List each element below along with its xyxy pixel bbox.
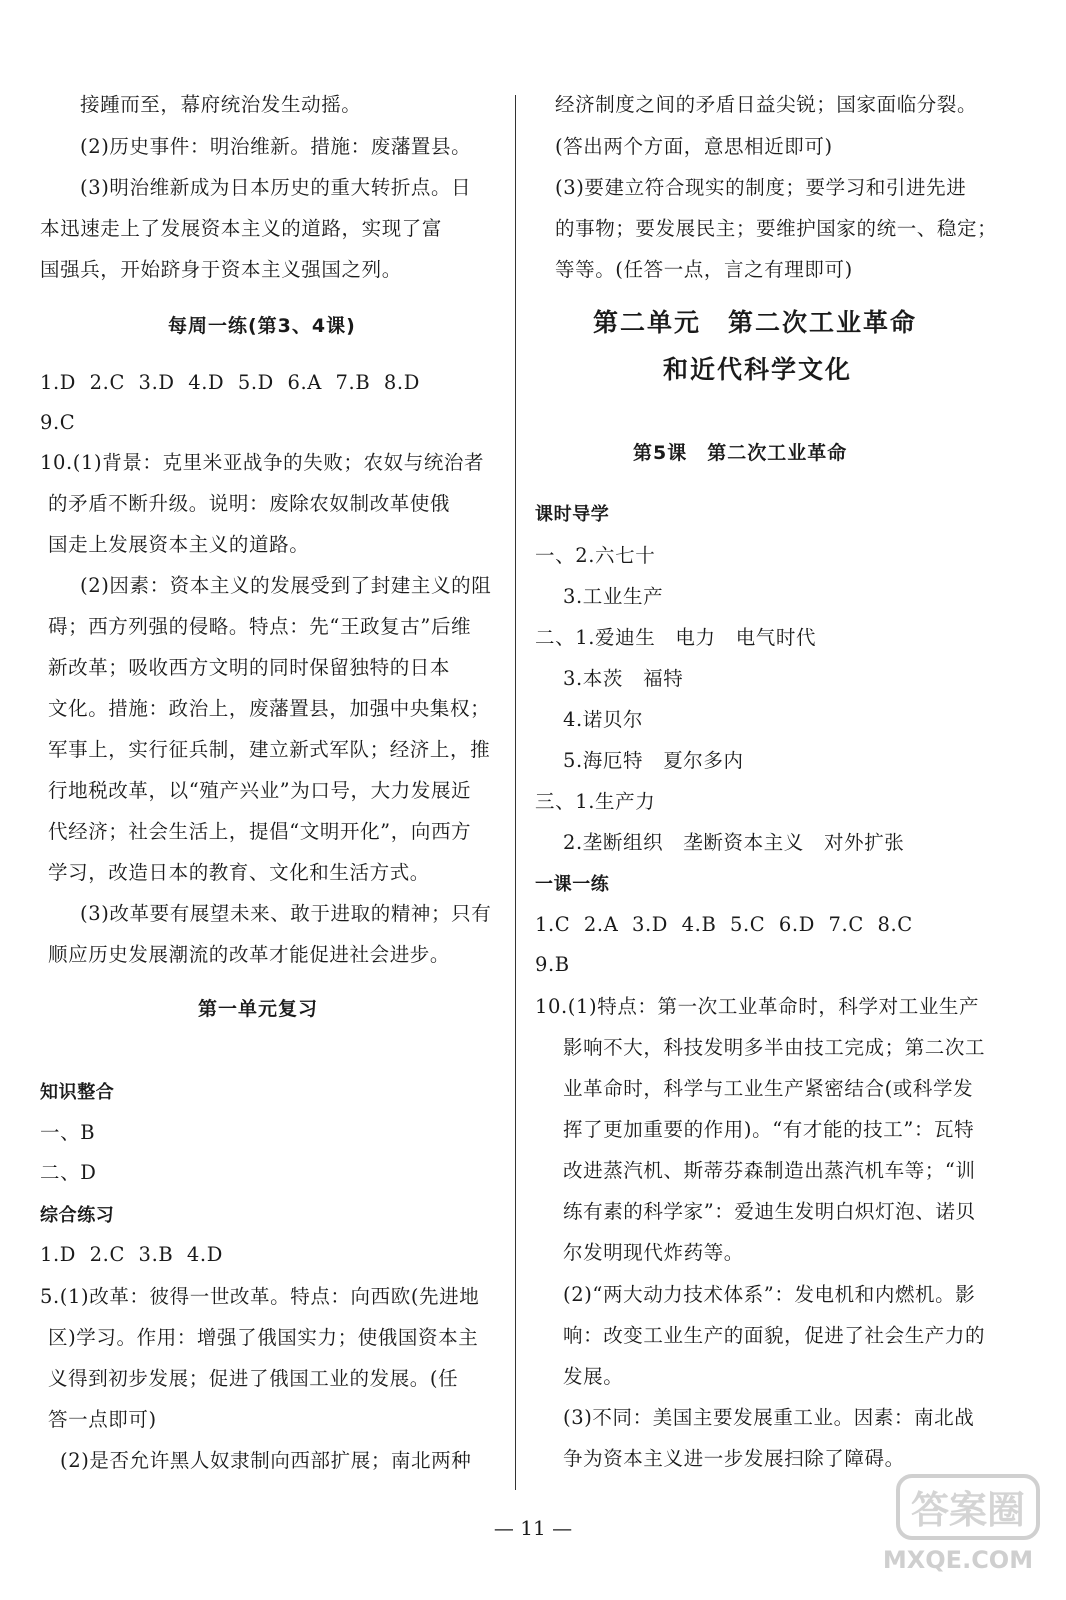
text-line: 影响不大，科技发明多半由技工完成；第二次工 bbox=[563, 1036, 986, 1059]
unit-review-title: 第一单元复习 bbox=[198, 998, 319, 1020]
text-line: 接踵而至，幕府统治发生动摇。 bbox=[80, 93, 362, 116]
guide-item: 三、1.生产力 bbox=[535, 790, 656, 813]
text-line: 新改革；吸收西方文明的同时保留独特的日本 bbox=[48, 656, 451, 679]
guide-item: 一、2.六七十 bbox=[535, 544, 656, 567]
watermark-logo bbox=[858, 1468, 1048, 1578]
text-line: 等等。(任答一点，言之有理即可) bbox=[555, 258, 853, 281]
text-line: 代经济；社会生活上，提倡“文明开化”，向西方 bbox=[48, 820, 472, 843]
answer-row: 1.D 2.C 3.D 4.D 5.D 6.A 7.B 8.D bbox=[40, 371, 420, 394]
text-line: 学习，改造日本的教育、文化和生活方式。 bbox=[48, 861, 430, 884]
guide-item: 3.工业生产 bbox=[563, 585, 664, 608]
text-line: 义得到初步发展；促进了俄国工业的发展。(任 bbox=[48, 1367, 459, 1390]
answer-row: 9.C bbox=[40, 411, 76, 434]
text-line: 10.(1)特点：第一次工业革命时，科学对工业生产 bbox=[535, 995, 980, 1018]
text-line: 10.(1)背景：克里米亚战争的失败；农奴与统治者 bbox=[40, 451, 485, 474]
text-line: 业革命时，科学与工业生产紧密结合(或科学发 bbox=[563, 1077, 974, 1100]
text-line: 国走上发展资本主义的道路。 bbox=[48, 533, 310, 556]
guide-item: 4.诺贝尔 bbox=[563, 708, 644, 731]
answer-row: 1.D 2.C 3.B 4.D bbox=[40, 1243, 223, 1266]
text-line: 经济制度之间的矛盾日益尖锐；国家面临分裂。 bbox=[555, 93, 978, 116]
text-line: (2)因素：资本主义的发展受到了封建主义的阻 bbox=[80, 574, 492, 597]
guide-item: 二、1.爱迪生 电力 电气时代 bbox=[535, 626, 817, 649]
text-line: (2)“两大动力技术体系”：发电机和内燃机。影 bbox=[563, 1283, 976, 1306]
answer-row: 二、D bbox=[40, 1161, 97, 1184]
text-line: 尔发明现代炸药等。 bbox=[563, 1241, 744, 1264]
text-line: (2)是否允许黑人奴隶制向西部扩展；南北两种 bbox=[60, 1449, 472, 1472]
section-label: 知识整合 bbox=[40, 1082, 115, 1103]
text-line: (3)要建立符合现实的制度；要学习和引进先进 bbox=[555, 176, 967, 199]
svg-text:答案圈: 答案圈 bbox=[910, 1488, 1026, 1532]
guide-item: 3.本茨 福特 bbox=[563, 667, 684, 690]
section-label: 课时导学 bbox=[535, 504, 610, 525]
text-line: 练有素的科学家”：爱迪生发明白炽灯泡、诺贝 bbox=[563, 1200, 976, 1223]
text-line: 区)学习。作用：增强了俄国实力；使俄国资本主 bbox=[48, 1326, 479, 1349]
text-line: 碍；西方列强的侵略。特点：先“王政复古”后维 bbox=[48, 615, 472, 638]
answer-row: 一、B bbox=[40, 1121, 96, 1144]
unit-subtitle: 和近代科学文化 bbox=[663, 355, 853, 384]
text-line: 的矛盾不断升级。说明：废除农奴制改革使俄 bbox=[48, 492, 451, 515]
text-line: 的事物；要发展民主；要维护国家的统一、稳定； bbox=[555, 217, 998, 240]
text-line: 挥了更加重要的作用)。“有才能的技工”：瓦特 bbox=[563, 1118, 975, 1141]
answer-row: 1.C 2.A 3.D 4.B 5.C 6.D 7.C 8.C bbox=[535, 913, 913, 936]
text-line: 答一点即可) bbox=[48, 1408, 157, 1431]
text-line: 行地税改革，以“殖产兴业”为口号，大力发展近 bbox=[48, 779, 472, 802]
text-line: 顺应历史发展潮流的改革才能促进社会进步。 bbox=[48, 943, 451, 966]
text-line: 争为资本主义进一步发展扫除了障碍。 bbox=[563, 1447, 905, 1470]
text-line: (3)不同：美国主要发展重工业。因素：南北战 bbox=[563, 1406, 975, 1429]
text-line: 发展。 bbox=[563, 1365, 624, 1388]
watermark-icon bbox=[858, 1468, 1048, 1578]
section-label: 综合练习 bbox=[40, 1205, 115, 1226]
answer-row: 9.B bbox=[535, 953, 570, 976]
text-line: 5.(1)改革：彼得一世改革。特点：向西欧(先进地 bbox=[40, 1285, 480, 1308]
column-divider bbox=[515, 95, 516, 1490]
text-line: 改进蒸汽机、斯蒂芬森制造出蒸汽机车等；“训 bbox=[563, 1159, 976, 1182]
text-line: (3)改革要有展望未来、敢于进取的精神；只有 bbox=[80, 902, 492, 925]
text-line: 国强兵，开始跻身于资本主义强国之列。 bbox=[40, 258, 402, 281]
text-line: (3)明治维新成为日本历史的重大转折点。日 bbox=[80, 176, 472, 199]
text-line: (答出两个方面，意思相近即可) bbox=[555, 135, 833, 158]
text-line: 本迅速走上了发展资本主义的道路，实现了富 bbox=[40, 217, 443, 240]
text-line: 军事上，实行征兵制，建立新式军队；经济上，推 bbox=[48, 738, 491, 761]
text-line: 响：改变工业生产的面貌，促进了社会生产力的 bbox=[563, 1324, 986, 1347]
guide-item: 2.垄断组织 垄断资本主义 对外扩张 bbox=[563, 831, 905, 854]
guide-item: 5.海厄特 夏尔多内 bbox=[563, 749, 744, 772]
page-number: — 11 — bbox=[493, 1516, 573, 1540]
unit-title: 第二单元 第二次工业革命 bbox=[593, 308, 918, 337]
section-label: 一课一练 bbox=[535, 874, 610, 895]
text-line: 文化。措施：政治上，废藩置县，加强中央集权； bbox=[48, 697, 491, 720]
svg-text:MXQE.COM: MXQE.COM bbox=[882, 1546, 1034, 1574]
text-line: (2)历史事件：明治维新。措施：废藩置县。 bbox=[80, 135, 472, 158]
weekly-practice-title: 每周一练(第3、4课) bbox=[168, 315, 356, 337]
lesson-title: 第5课 第二次工业革命 bbox=[633, 442, 848, 464]
